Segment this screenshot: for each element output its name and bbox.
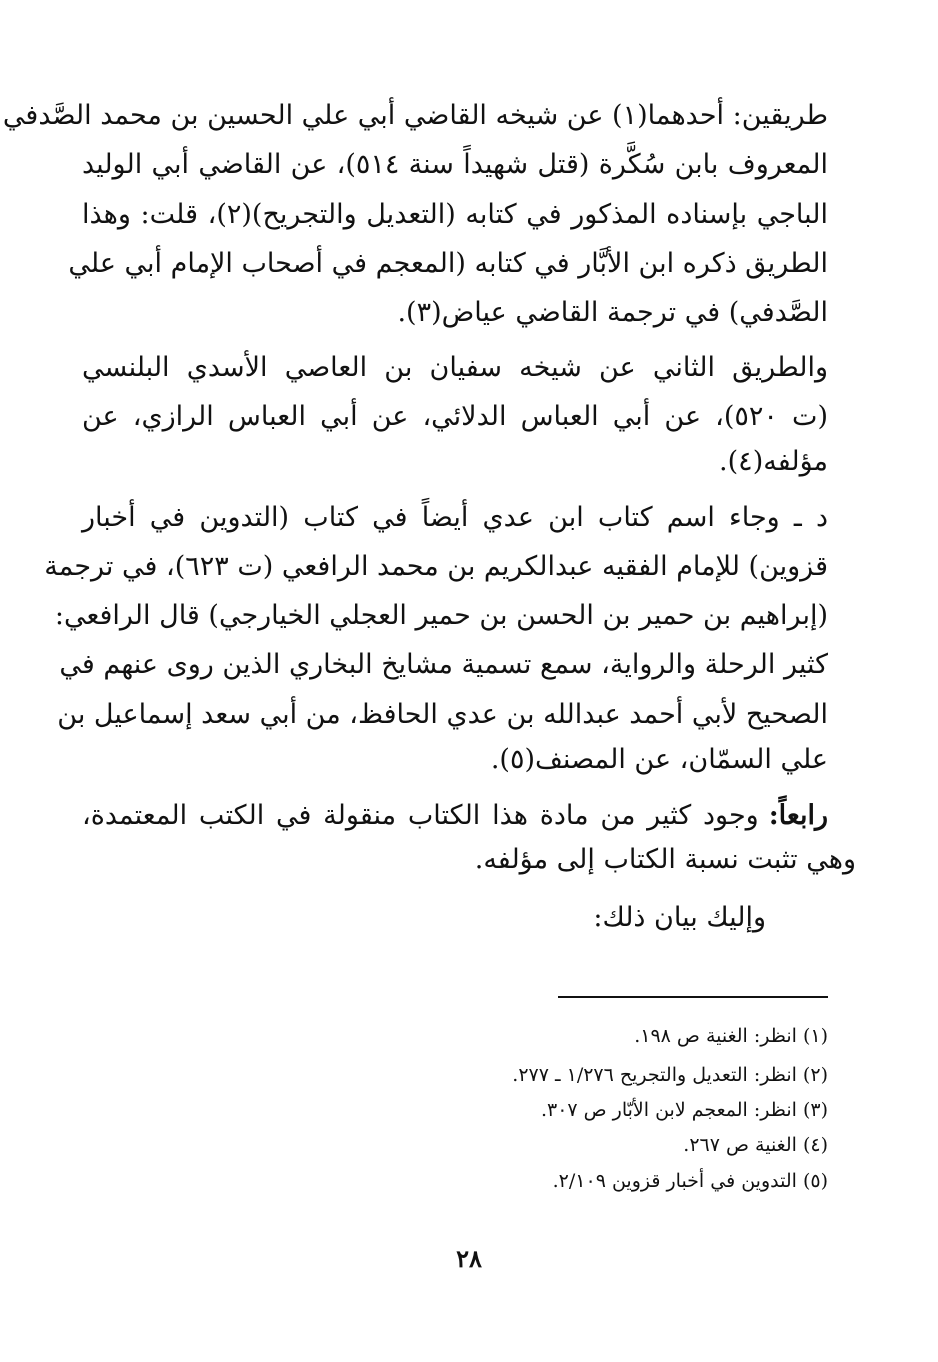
- footnote-3: (٣) انظر: المعجم لابن الأبّار ص ٣٠٧.: [540, 1099, 828, 1121]
- text-line: الصحيح لأبي أحمد عبدالله بن عدي الحافظ، من أبي سعد إسماعيل بن: [57, 699, 828, 730]
- text-line: كثير الرحلة والرواية، سمع تسمية مشايخ البخاري الذين روى عنهم في: [59, 649, 828, 680]
- text-line: وهي تثبت نسبة الكتاب إلى مؤلفه.: [474, 844, 856, 875]
- text-line: وإليك بيان ذلك:: [593, 902, 766, 933]
- text-line: المعروف بابن سُكَّرة (قتل شهيداً سنة ٥١٤)، عن القاضي أبي الوليد: [82, 149, 828, 180]
- text-line: الباجي بإسناده المذكور في كتابه (التعديل والتجريح)(٢)، قلت: وهذا: [82, 199, 828, 230]
- footnote-separator: [558, 996, 828, 998]
- footnote-4: (٤) الغنية ص ٢٦٧.: [683, 1134, 828, 1156]
- text-line: د ـ وجاء اسم كتاب ابن عدي أيضاً في كتاب (التدوين في أخبار: [82, 502, 828, 533]
- page-number: ٢٨: [456, 1244, 482, 1273]
- fourth-point-line: [82, 796, 828, 836]
- text-line: مؤلفه(٤).: [719, 446, 828, 477]
- text-line: قزوين) للإمام الفقيه عبدالكريم بن محمد الرافعي (ت ٦٢٣)، في ترجمة: [44, 551, 828, 582]
- footnote-2: (٢) انظر: التعديل والتجريح ١/٢٧٦ ـ ٢٧٧.: [512, 1064, 828, 1086]
- text-line: والطريق الثاني عن شيخه سفيان بن العاصي الأسدي البلنسي: [82, 352, 828, 383]
- text-line: الطريق ذكره ابن الأبَّار في كتابه (المعجم في أصحاب الإمام أبي علي: [68, 248, 828, 279]
- fourth-label: رابعاً:: [768, 800, 828, 831]
- text-line: علي السمّان، عن المصنف(٥).: [490, 744, 828, 775]
- text-line: طريقين: أحدهما(١) عن شيخه القاضي أبي علي الحسين بن محمد الصَّدفي: [2, 100, 828, 131]
- footnote-5: (٥) التدوين في أخبار قزوين ٢/١٠٩.: [552, 1170, 828, 1192]
- text-line: وجود كثير من مادة هذا الكتاب منقولة في الكتب المعتمدة،: [82, 800, 759, 831]
- text-line: (ت ٥٢٠)، عن أبي العباس الدلائي، عن أبي العباس الرازي، عن: [82, 401, 828, 432]
- footnote-1: (١) انظر: الغنية ص ١٩٨.: [634, 1025, 828, 1047]
- text-line: (إبراهيم بن حمير بن الحسن بن حمير العجلي الخيارجي) قال الرافعي:: [54, 600, 828, 631]
- text-line: الصَّدفي) في ترجمة القاضي عياض(٣).: [397, 297, 828, 328]
